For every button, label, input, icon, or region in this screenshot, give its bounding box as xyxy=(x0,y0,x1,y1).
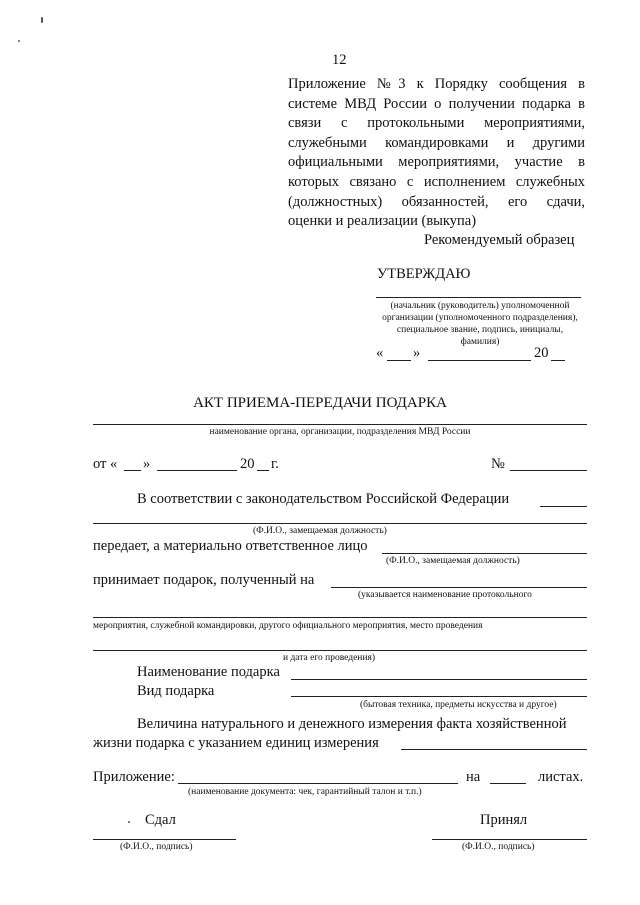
organization-field[interactable] xyxy=(93,424,587,425)
act-day-field[interactable] xyxy=(124,470,141,471)
handed-over-label: Сдал xyxy=(145,812,176,828)
approve-title: УТВЕРЖДАЮ xyxy=(377,266,471,282)
attachment-caption: (наименование документа: чек, гарантийный талон и т.п.) xyxy=(188,787,422,797)
event-field-3[interactable] xyxy=(93,650,587,651)
act-year-field[interactable] xyxy=(257,470,269,471)
appendix-line: Приложение №3 к Порядку сообщения в xyxy=(288,76,585,92)
appendix-line: служебными командировками и другими xyxy=(288,134,585,151)
act-number-sign: № xyxy=(491,456,505,472)
appendix-line: (должностных) обязанностей, его сдачи, xyxy=(288,193,585,210)
gift-type-label: Вид подарка xyxy=(137,683,215,699)
attachment-on: на xyxy=(466,769,481,785)
appendix-line: системе МВД России о получении подарка в xyxy=(288,95,585,112)
act-month-field[interactable] xyxy=(157,470,237,471)
transferor-caption: (Ф.И.О., замещаемая должность) xyxy=(253,526,387,536)
approve-day-field[interactable] xyxy=(387,360,411,361)
accepts-text: принимает подарок, полученный на xyxy=(93,572,315,588)
appendix-line: которых связано с исполнением служебных xyxy=(288,173,585,190)
received-signature-field[interactable] xyxy=(432,839,587,840)
approve-date-open-quote: « xyxy=(376,345,384,361)
attachment-label: Приложение: xyxy=(93,769,175,785)
approve-year-field[interactable] xyxy=(551,360,565,361)
attachment-sheets-count-field[interactable] xyxy=(490,783,526,784)
approver-caption-line: специальное звание, подпись, инициалы, xyxy=(396,325,564,335)
appendix-text xyxy=(288,75,585,232)
gift-type-field[interactable] xyxy=(291,696,587,697)
event-caption-1: (указывается наименование протокольного xyxy=(358,590,532,600)
approver-caption-line: организации (уполномоченного подразделения), xyxy=(382,313,578,323)
value-line-1: Величина натурального и денежного измерения факта хозяйственной xyxy=(137,716,567,732)
act-title: АКТ ПРИЕМА-ПЕРЕДАЧИ ПОДАРКА xyxy=(193,395,447,411)
scan-speck xyxy=(18,40,20,42)
responsible-person-field[interactable] xyxy=(382,553,587,554)
event-field-2[interactable] xyxy=(93,617,587,618)
organization-caption: наименование органа, организации, подразделения МВД России xyxy=(209,427,471,437)
act-year: 20 xyxy=(240,456,255,472)
attachment-document-field[interactable] xyxy=(178,783,458,784)
approve-year: 20 xyxy=(534,345,549,361)
act-date-close-quote: » xyxy=(143,456,151,472)
accordance-tail-field[interactable] xyxy=(540,506,587,507)
transfers-text: передает, а материально ответственное лицо xyxy=(93,538,368,554)
value-field[interactable] xyxy=(401,749,587,750)
value-line-2: жизни подарка с указанием единиц измерения xyxy=(93,735,379,751)
gift-name-field[interactable] xyxy=(291,679,587,680)
appendix-line: оценки и реализации (выкупа) xyxy=(288,213,477,230)
gift-type-caption: (бытовая техника, предметы искусства и другое) xyxy=(360,700,557,710)
handed-over-signature-caption: (Ф.И.О., подпись) xyxy=(120,842,193,852)
accordance-text: В соответствии с законодательством Российской Федерации xyxy=(137,491,510,507)
appendix-line: официальными мероприятиями, участие в xyxy=(288,154,585,171)
event-field-1[interactable] xyxy=(331,587,587,588)
handed-over-signature-field[interactable] xyxy=(93,839,236,840)
event-caption-2: мероприятия, служебной командировки, другого официального мероприятия, место проведения xyxy=(93,621,483,631)
page-number: 12 xyxy=(332,52,347,68)
gift-name-label: Наименование подарка xyxy=(137,664,280,680)
act-year-suffix: г. xyxy=(271,456,279,472)
act-number-field[interactable] xyxy=(510,470,587,471)
approver-caption-line: фамилия) xyxy=(460,337,500,347)
event-caption-3: и дата его проведения) xyxy=(283,653,375,663)
appendix-line: связи с протокольными мероприятиями, xyxy=(288,115,585,132)
approver-signature-line xyxy=(376,297,581,298)
responsible-person-caption: (Ф.И.О., замещаемая должность) xyxy=(386,556,520,566)
recommended-sample: Рекомендуемый образец xyxy=(424,232,575,248)
scan-speck xyxy=(41,17,43,23)
approve-month-field[interactable] xyxy=(428,360,531,361)
transferor-field[interactable] xyxy=(93,523,587,524)
approve-date-close-quote: » xyxy=(413,345,421,361)
approver-caption xyxy=(370,300,590,348)
received-signature-caption: (Ф.И.О., подпись) xyxy=(462,842,535,852)
act-date-from: от « xyxy=(93,456,118,472)
attachment-sheets: листах. xyxy=(538,769,584,785)
scan-speck xyxy=(128,821,130,823)
approver-caption-line: (начальник (руководитель) уполномоченной xyxy=(390,301,570,311)
received-label: Принял xyxy=(480,812,528,828)
